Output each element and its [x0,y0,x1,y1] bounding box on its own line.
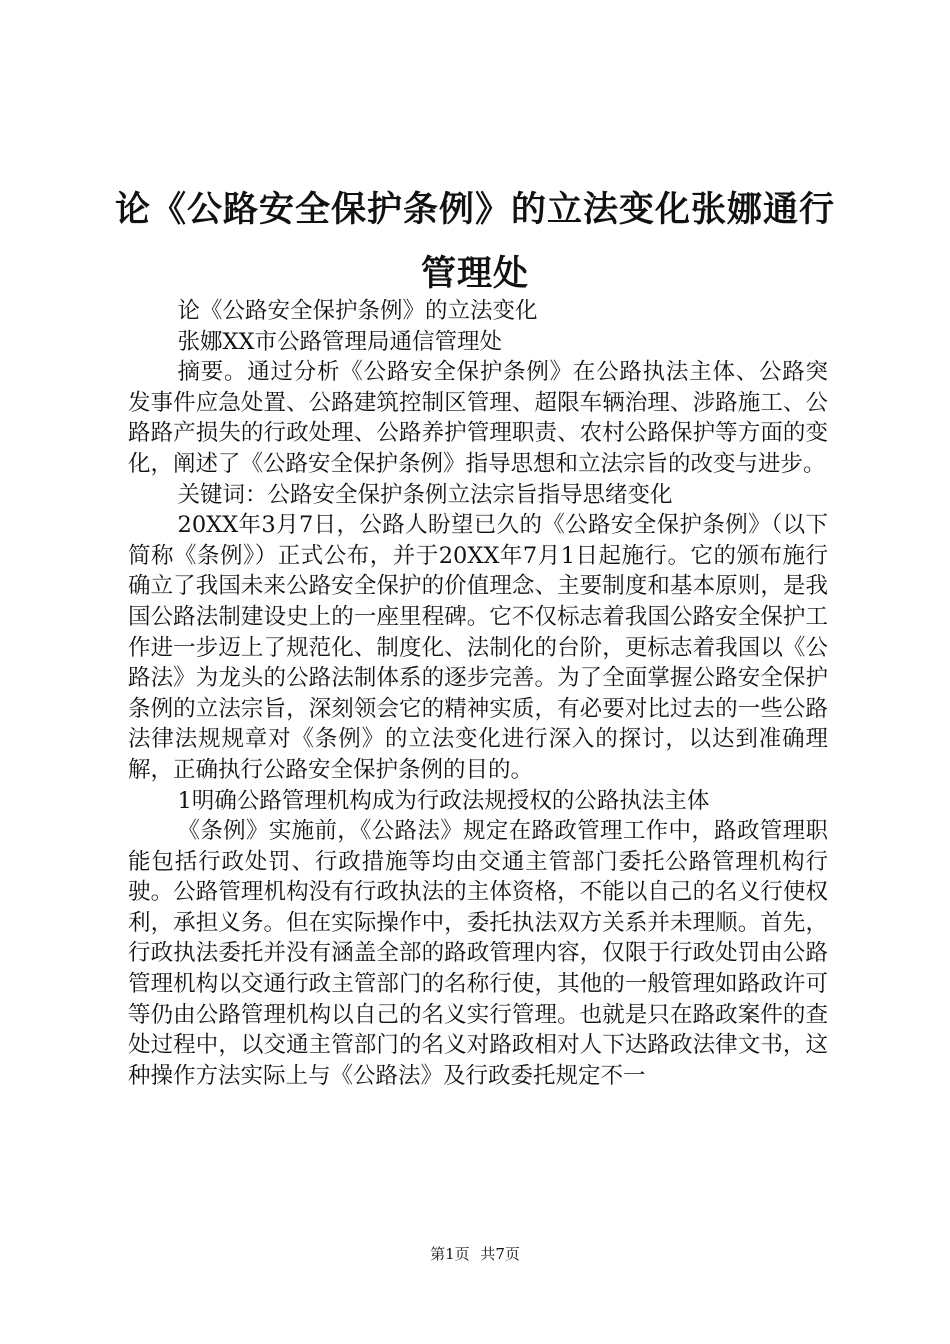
paragraph-section-1: 《条例》实施前，《公路法》规定在路政管理工作中，路政管理职能包括行政处罚、行政措施等均由交通主管部门委托公路管理机构行驶。公路管理机构没有行政执法的主体资格，不能以自己的名义行使权利，承担义务。但在实际操作中，委托执法双方关系并未理顺。首先，行政执法委托并没有涵盖全部的路政管理内容，仅限于行政处罚由公路管理机构以交通行政主管部门的名称行使，其他的一般管理如路政许可等仍由公路管理机构以自己的名义实行管理。也就是只在路政案件的查处过程中，以交通主管部门的名义对路政相对人下达路政法律文书，这种操作方法实际上与《公路法》及行政委托规定不一 [128,818,828,1089]
document-title: 论《公路安全保护条例》的立法变化张娜通行管理处 [114,189,835,294]
paragraph-author: 张娜XX市公路管理局通信管理处 [177,328,503,355]
page-total: 共7页 [480,1245,520,1263]
page-number: 第1页 [430,1245,470,1263]
document-body [128,296,828,1091]
paragraph-subtitle: 论《公路安全保护条例》的立法变化 [177,298,538,324]
page-footer [0,1244,950,1264]
paragraph-intro: 20XX年3月7日，公路人盼望已久的《公路安全保护条例》（以下简称《条例》）正式公布，并于20XX年7月1日起施行。它的颁布施行确立了我国未来公路安全保护的价值理念、主要制度和基本原则，是我国公路法制建设史上的一座里程碑。它不仅标志着我国公路安全保护工作进一步迈上了规范化、制度化、法制化的台阶，更标志着我国以《公路法》为龙头的公路法制体系的逐步完善。为了全面掌握公路安全保护条例的立法宗旨，深刻领会它的精神实质，有必要对比过去的一些公路法律法规规章对《条例》的立法变化进行深入的探讨，以达到准确理解，正确执行公路安全保护条例的目的。 [128,512,828,783]
paragraph-abstract: 摘要。通过分析《公路安全保护条例》在公路执法主体、公路突发事件应急处置、公路建筑控制区管理、超限车辆治理、涉路施工、公路路产损失的行政处理、公路养护管理职责、农村公路保护等方面的变化，阐述了《公路安全保护条例》指导思想和立法宗旨的改变与进步。 [128,359,828,477]
section-heading-1: 1明确公路管理机构成为行政法规授权的公路执法主体 [177,787,710,814]
paragraph-keywords: 关键词：公路安全保护条例立法宗旨指导思绪变化 [177,481,673,508]
